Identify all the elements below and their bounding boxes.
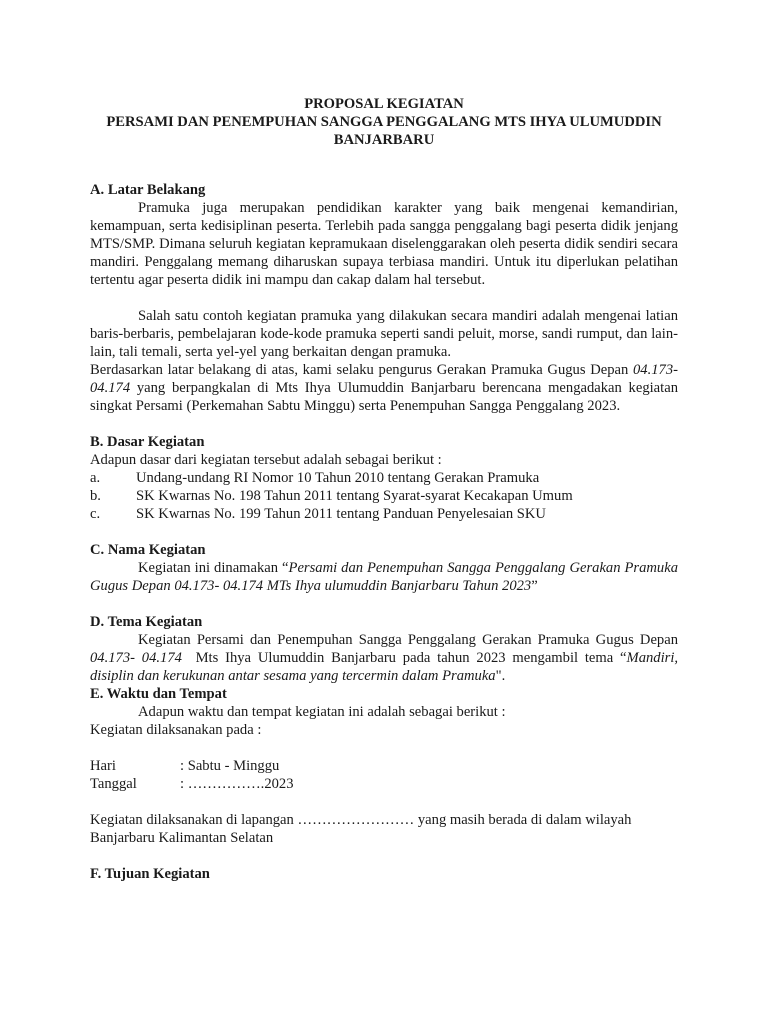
section-c-paragraph: Kegiatan ini dinamakan “Persami dan Penempuhan Sangga Penggalang Gerakan Pramuka Gugus Depan 04.173- 04.174 MTs Ihya ulumuddin Banjarbaru Tahun 2023” — [90, 560, 679, 594]
title-line-1: PROPOSAL KEGIATAN — [304, 96, 464, 112]
section-d-heading: D. Tema Kegiatan — [90, 614, 203, 630]
activity-name: Persami dan Penempuhan Sangga Penggalang Gerakan Pramuka Gugus Depan 04.173- 04.174 MTs Ihya ulumuddin Banjarbaru Tahun 2023 — [90, 560, 679, 594]
list-item — [90, 505, 678, 523]
list-item-label: a. — [90, 470, 101, 486]
schedule-key: Hari — [90, 758, 116, 774]
section-c-heading: C. Nama Kegiatan — [90, 542, 206, 558]
list-item-text: SK Kwarnas No. 199 Tahun 2011 tentang Panduan Penyelesaian SKU — [136, 506, 546, 522]
section-a-paragraph-1: Pramuka juga merupakan pendidikan karakter yang baik mengenai kemandirian, kemampuan, serta kedisiplinan peserta. Terlebih pada sangga penggalang bagi peserta didik jenjang MTS/SMP. Dimana seluruh kegiatan kepramukaan diselenggarakan oleh peserta didik sendiri secara mandiri. Penggalang memang diharuskan supaya terbiasa mandiri. Untuk itu diperlukan pelatihan tertentu agar peserta didik ini mampu dan cakap dalam hal tersebut. — [90, 200, 678, 288]
section-e-intro-2: Kegiatan dilaksanakan pada : — [90, 722, 262, 738]
schedule-row — [90, 757, 678, 775]
list-item-label: c. — [90, 506, 101, 522]
list-item-text: SK Kwarnas No. 198 Tahun 2011 tentang Syarat-syarat Kecakapan Umum — [136, 488, 573, 504]
section-e-intro: Adapun waktu dan tempat kegiatan ini adalah sebagai berikut : — [138, 704, 506, 720]
schedule-key: Tanggal — [90, 776, 137, 792]
section-e-place: Kegiatan dilaksanakan di lapangan …………………… yang masih berada di dalam wilayah Banjarbaru Kalimantan Selatan — [90, 812, 632, 846]
title-line-3: BANJARBARU — [333, 132, 435, 148]
schedule-value: : …………….2023 — [180, 776, 294, 792]
schedule-value: : Sabtu - Minggu — [180, 758, 280, 774]
activity-theme: Mandiri, disiplin dan kerukunan antar sesama yang tercermin dalam Pramuka — [90, 650, 679, 684]
section-b-heading: B. Dasar Kegiatan — [90, 434, 205, 450]
section-b-intro: Adapun dasar dari kegiatan tersebut adalah sebagai berikut : — [90, 452, 442, 468]
list-item-text: Undang-undang RI Nomor 10 Tahun 2010 tentang Gerakan Pramuka — [136, 470, 540, 486]
section-a-paragraph-3: Berdasarkan latar belakang di atas, kami selaku pengurus Gerakan Pramuka Gugus Depan 04.173- 04.174 yang berpangkalan di Mts Ihya Ulumuddin Banjarbaru berencana mengadakan kegiatan singkat Persami (Perkemahan Sabtu Minggu) serta Penempuhan Sangga Penggalang 2023. — [90, 362, 678, 414]
section-a-heading: A. Latar Belakang — [90, 182, 206, 198]
list-item — [90, 469, 678, 487]
list-item — [90, 487, 678, 505]
section-d-paragraph: Kegiatan Persami dan Penempuhan Sangga Penggalang Gerakan Pramuka Gugus Depan 04.173- 04.174 Mts Ihya Ulumuddin Banjarbaru pada tahun 2023 mengambil tema “Mandiri, disiplin dan kerukunan antar sesama yang tercermin dalam Pramuka". — [90, 632, 679, 684]
section-a-paragraph-2: Salah satu contoh kegiatan pramuka yang dilakukan secara mandiri adalah mengenai latian baris-berbaris, pembelajaran kode-kode pramuka seperti sandi peluit, morse, sandi rumput, dan lain-lain, tali temali, serta yel-yel yang berkaitan dengan pramuka. — [90, 308, 678, 360]
section-e-heading: E. Waktu dan Tempat — [90, 686, 227, 702]
section-f-heading: F. Tujuan Kegiatan — [90, 866, 210, 882]
gugus-depan-code: 04.173- 04.174 — [90, 650, 182, 666]
schedule-row — [90, 775, 678, 793]
title-line-2: PERSAMI DAN PENEMPUHAN SANGGA PENGGALANG MTS IHYA ULUMUDDIN — [106, 114, 662, 130]
list-item-label: b. — [90, 488, 101, 504]
document-title — [90, 95, 678, 149]
gugus-depan-code: 04.173- 04.174 — [90, 362, 678, 396]
